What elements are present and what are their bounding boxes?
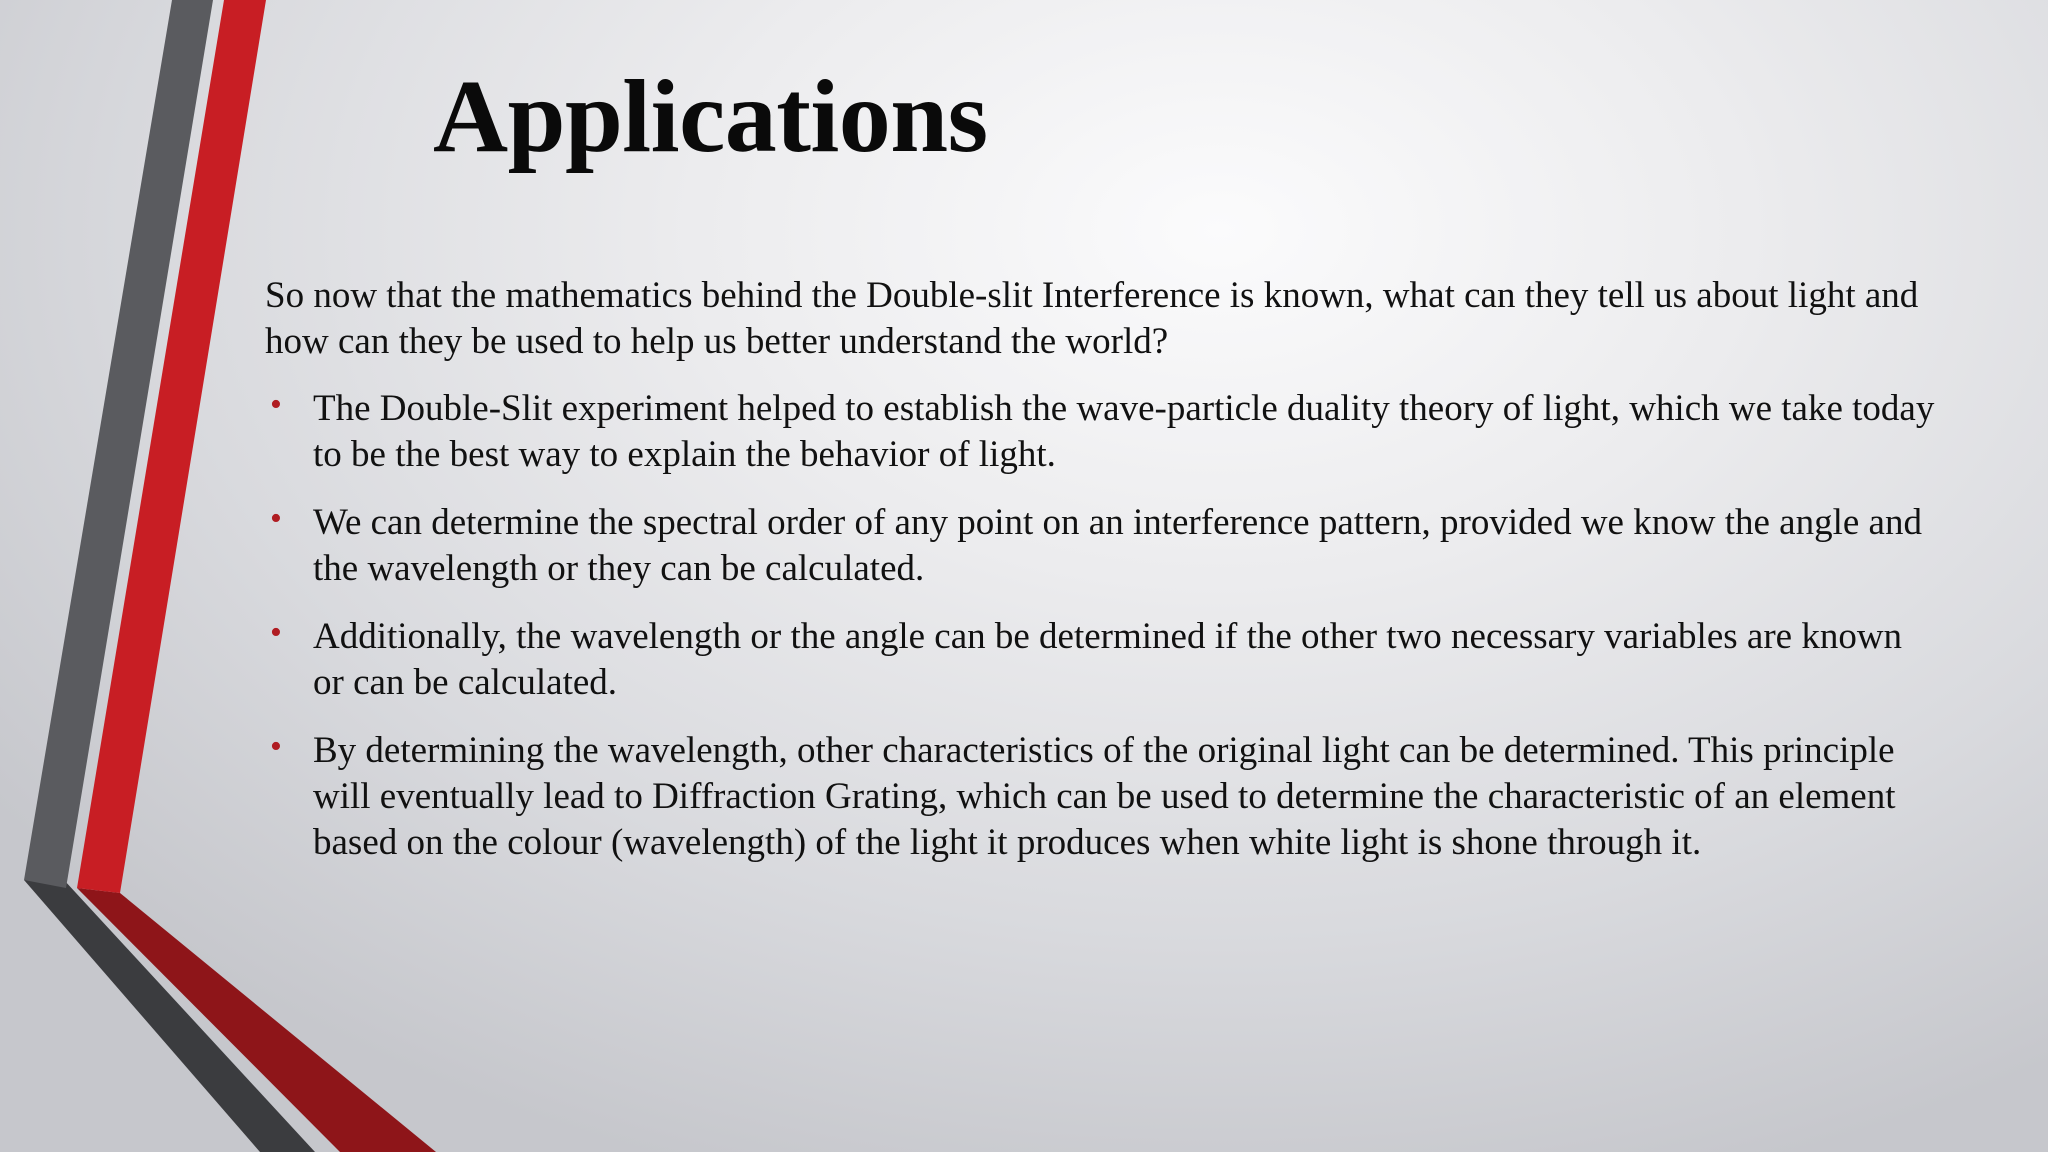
- bullet-item: [265, 386, 1935, 478]
- slide-body: [265, 273, 1935, 888]
- bullet-icon: •: [270, 386, 282, 423]
- bullet-icon: •: [270, 500, 282, 537]
- bullet-icon: •: [270, 728, 282, 765]
- bullet-item: [265, 614, 1935, 706]
- bullet-icon: •: [270, 614, 282, 651]
- bullet-text: The Double-Slit experiment helped to establish the wave-particle duality theory of light, which we take today to be the best way to explain the behavior of light.: [313, 388, 1935, 475]
- bullet-text: Additionally, the wavelength or the angle can be determined if the other two necessary variables are known or can be calculated.: [313, 616, 1903, 703]
- bullet-text: We can determine the spectral order of any point on an interference pattern, provided we know the angle and the wavelength or they can be calculated.: [313, 502, 1922, 589]
- gray-stripe-lower: [24, 880, 315, 1152]
- intro-paragraph: So now that the mathematics behind the Double-slit Interference is known, what can they tell us about light and how can they be used to help us better understand the world?: [265, 275, 1919, 362]
- bullet-text: By determining the wavelength, other characteristics of the original light can be determined. This principle will eventually lead to Diffraction Grating, which can be used to determine the characteristic of an element based on the colour (wavelength) of the light it produces when white light is shone through it.: [313, 730, 1896, 863]
- bullet-item: [265, 500, 1935, 592]
- slide-title: Applications: [433, 59, 988, 174]
- bullet-list: [265, 386, 1935, 866]
- bullet-item: [265, 728, 1935, 866]
